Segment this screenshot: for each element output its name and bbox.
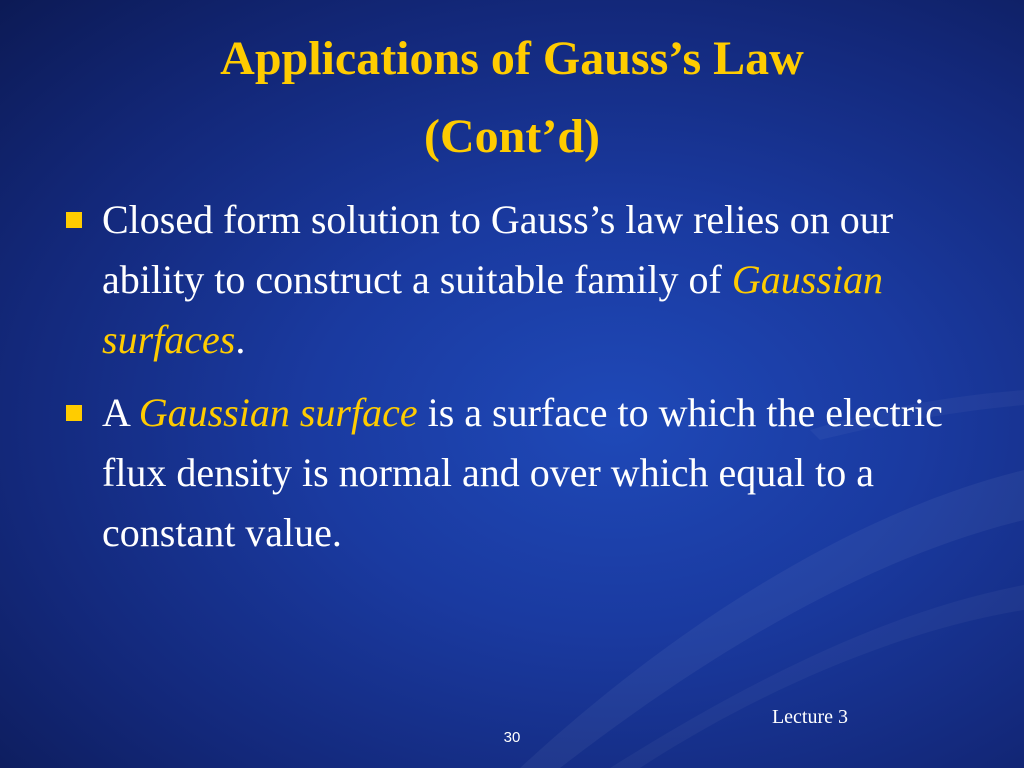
slide-title-line-1: Applications of Gauss’s Law: [220, 32, 804, 85]
bullet-2-text: A: [102, 390, 139, 435]
bullet-1-emphasis: Gaussian surfaces: [102, 257, 883, 362]
square-bullet-icon: [66, 405, 82, 421]
slide-number: 30: [503, 729, 521, 746]
bullet-item-1: [60, 190, 970, 370]
footer-lecture-label: Lecture 3: [771, 706, 849, 728]
bullet-item-2: [60, 383, 970, 563]
square-bullet-icon: [66, 212, 82, 228]
bullet-2-text-end: is a surface to which the electric flux density is normal and over which equal to a constant value.: [102, 390, 943, 555]
bullet-1-text-end: .: [235, 317, 246, 362]
bullet-2-emphasis: Gaussian surface: [138, 390, 418, 435]
bullet-list: [60, 190, 970, 576]
bullet-1-text: Closed form solution to Gauss’s law relies on our ability to construct a suitable family of: [102, 197, 894, 302]
slide-title-line-2: (Cont’d): [424, 110, 600, 163]
